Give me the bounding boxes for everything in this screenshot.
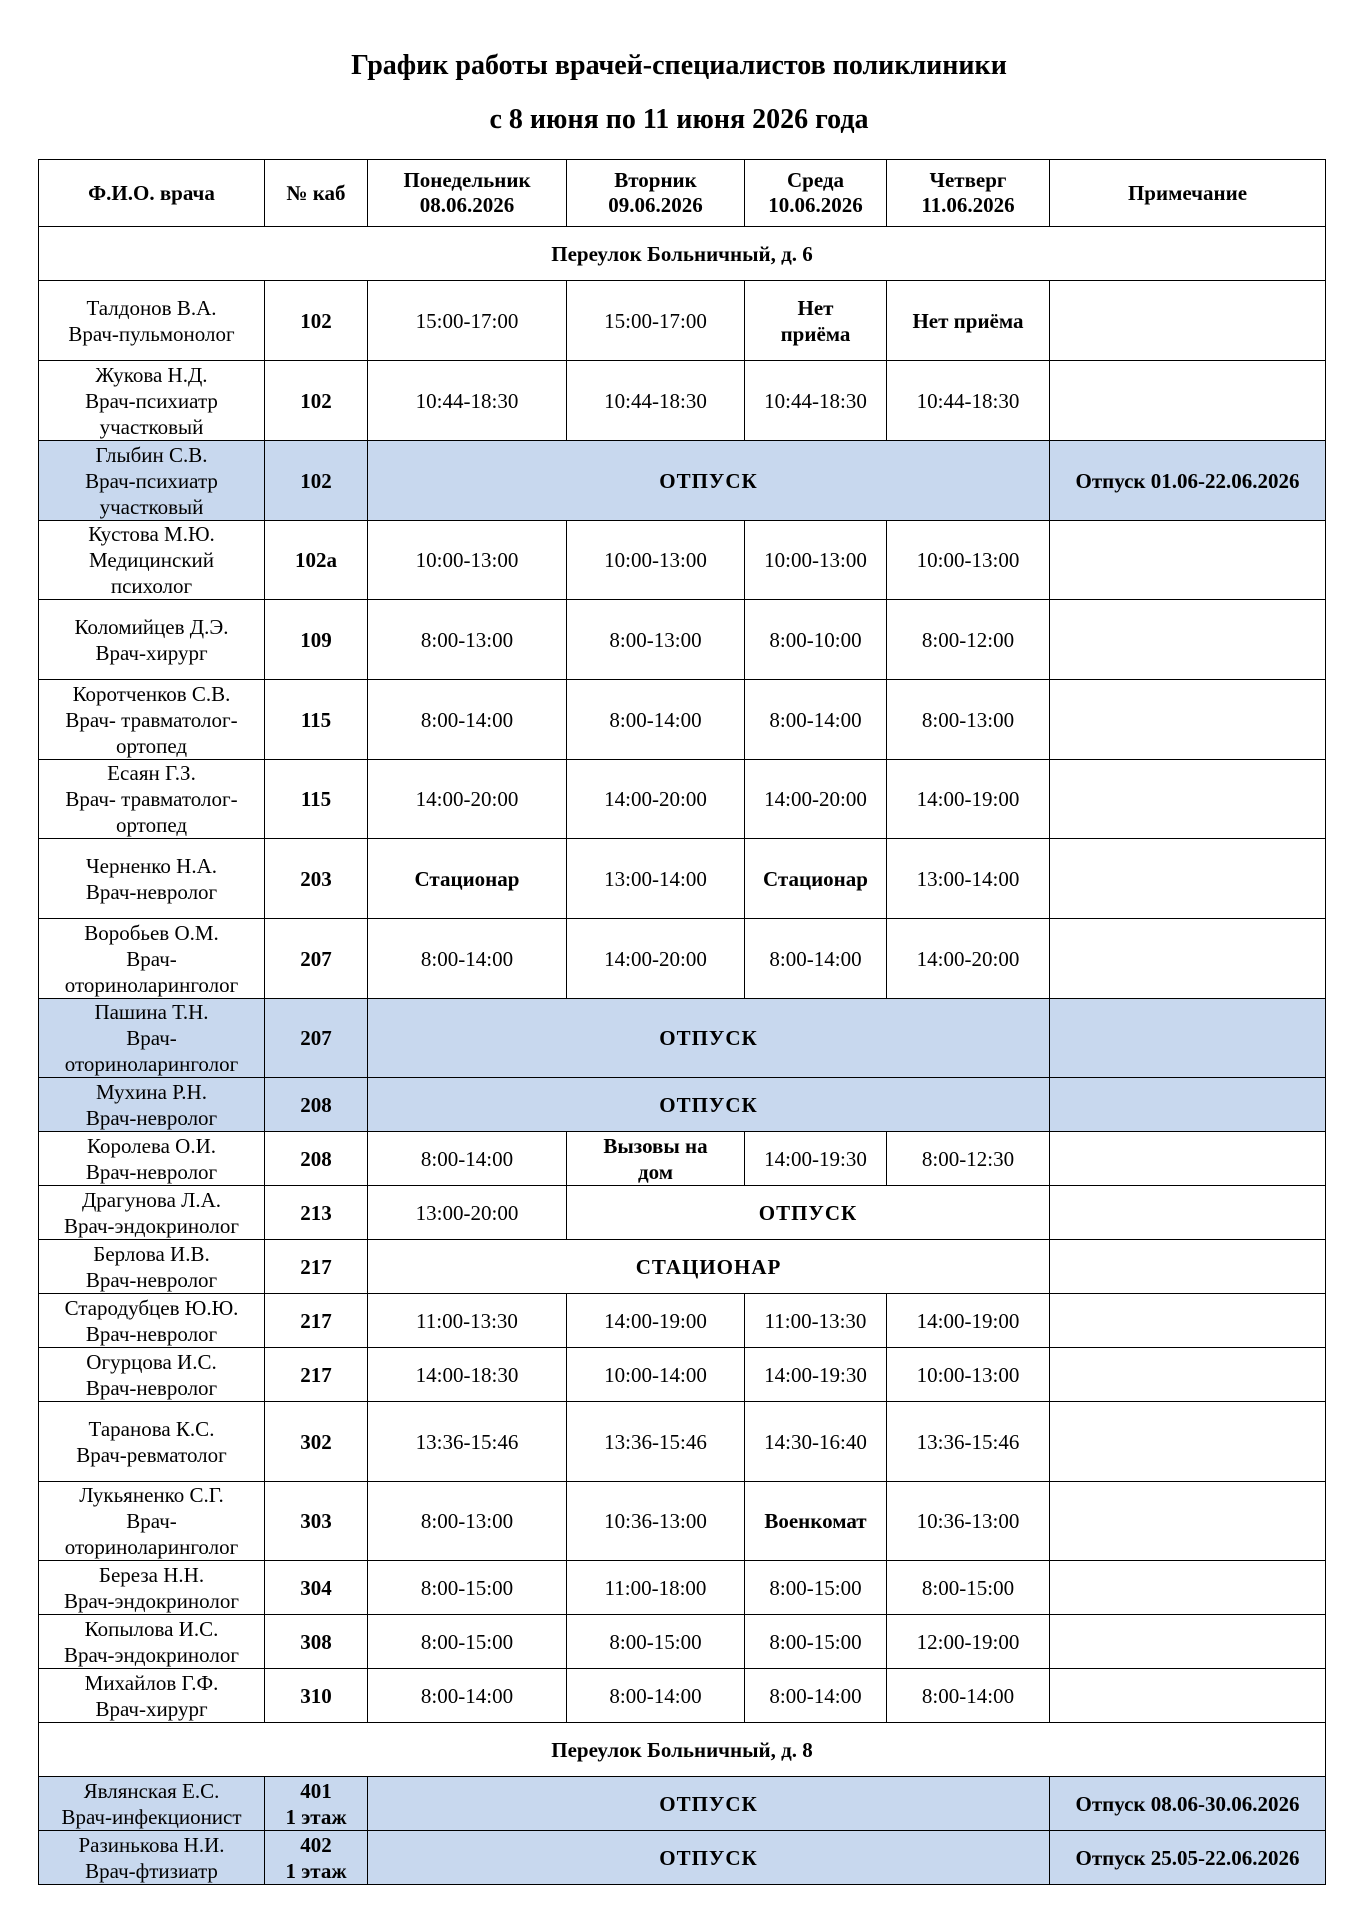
thursday-cell: 12:00-19:00 xyxy=(887,1615,1050,1669)
note-cell xyxy=(1050,521,1326,600)
room-number-cell: 217 xyxy=(265,1240,368,1294)
status-merged-cell: СТАЦИОНАР xyxy=(368,1240,1050,1294)
thursday-cell: 10:36-13:00 xyxy=(887,1482,1050,1561)
doctor-name-cell: Мухина Р.Н. Врач-невролог xyxy=(39,1078,265,1132)
page-title: График работы врачей-специалистов поликлиники xyxy=(351,50,1007,81)
note-cell xyxy=(1050,1615,1326,1669)
room-number-cell: 217 xyxy=(265,1294,368,1348)
tuesday-cell: 13:00-14:00 xyxy=(567,839,745,919)
room-number-cell: 102а xyxy=(265,521,368,600)
monday-cell: 8:00-14:00 xyxy=(368,919,567,999)
tuesday-cell: 10:00-14:00 xyxy=(567,1348,745,1402)
table-row xyxy=(39,839,1326,919)
tuesday-cell: 10:00-13:00 xyxy=(567,521,745,600)
room-number-cell: 310 xyxy=(265,1669,368,1723)
doctor-name-cell: Береза Н.Н. Врач-эндокринолог xyxy=(39,1561,265,1615)
wednesday-cell: 8:00-14:00 xyxy=(745,1669,887,1723)
wednesday-cell: Стационар xyxy=(745,839,887,919)
monday-cell: 8:00-14:00 xyxy=(368,1132,567,1186)
wednesday-cell: 14:30-16:40 xyxy=(745,1402,887,1482)
note-cell: Отпуск 01.06-22.06.2026 xyxy=(1050,441,1326,521)
doctor-name-cell: Драгунова Л.А. Врач-эндокринолог xyxy=(39,1186,265,1240)
note-cell xyxy=(1050,600,1326,680)
thursday-cell: 8:00-12:00 xyxy=(887,600,1050,680)
wednesday-cell: 14:00-19:30 xyxy=(745,1348,887,1402)
note-cell xyxy=(1050,919,1326,999)
section-address: Переулок Больничный, д. 8 xyxy=(39,1723,1326,1777)
tuesday-cell: 8:00-15:00 xyxy=(567,1615,745,1669)
tuesday-cell: 8:00-13:00 xyxy=(567,600,745,680)
tuesday-cell: 15:00-17:00 xyxy=(567,281,745,361)
wednesday-cell: 8:00-15:00 xyxy=(745,1561,887,1615)
tuesday-cell: Вызовы на дом xyxy=(567,1132,745,1186)
doctor-name-cell: Стародубцев Ю.Ю. Врач-невролог xyxy=(39,1294,265,1348)
tuesday-cell: 8:00-14:00 xyxy=(567,1669,745,1723)
doctor-name-cell: Коротченков С.В. Врач- травматолог- ортопед xyxy=(39,680,265,760)
note-cell xyxy=(1050,361,1326,441)
wednesday-cell: 14:00-20:00 xyxy=(745,760,887,839)
monday-cell: 14:00-18:30 xyxy=(368,1348,567,1402)
table-row xyxy=(39,760,1326,839)
note-cell xyxy=(1050,999,1326,1078)
table-row xyxy=(39,919,1326,999)
tuesday-cell: 14:00-20:00 xyxy=(567,760,745,839)
doctor-name-cell: Берлова И.В. Врач-невролог xyxy=(39,1240,265,1294)
header-tuesday: Вторник 09.06.2026 xyxy=(567,160,745,227)
table-row xyxy=(39,600,1326,680)
room-number-cell: 303 xyxy=(265,1482,368,1561)
room-number-cell: 304 xyxy=(265,1561,368,1615)
room-number-cell: 102 xyxy=(265,441,368,521)
thursday-cell: 14:00-19:00 xyxy=(887,760,1050,839)
monday-cell: 13:00-20:00 xyxy=(368,1186,567,1240)
room-number-cell: 115 xyxy=(265,680,368,760)
table-row xyxy=(39,441,1326,521)
doctor-name-cell: Копылова И.С. Врач-эндокринолог xyxy=(39,1615,265,1669)
table-row xyxy=(39,1294,1326,1348)
doctor-name-cell: Черненко Н.А. Врач-невролог xyxy=(39,839,265,919)
doctor-name-cell: Коломийцев Д.Э. Врач-хирург xyxy=(39,600,265,680)
header-name: Ф.И.О. врача xyxy=(39,160,265,227)
status-merged-cell: ОТПУСК xyxy=(368,1777,1050,1831)
table-row xyxy=(39,999,1326,1078)
header-thursday: Четверг 11.06.2026 xyxy=(887,160,1050,227)
doctor-name-cell: Таранова К.С. Врач-ревматолог xyxy=(39,1402,265,1482)
table-row xyxy=(39,1669,1326,1723)
schedule-table xyxy=(38,159,1326,1885)
header-wednesday: Среда 10.06.2026 xyxy=(745,160,887,227)
status-merged-cell: ОТПУСК xyxy=(368,1078,1050,1132)
room-number-cell: 207 xyxy=(265,999,368,1078)
monday-cell: Стационар xyxy=(368,839,567,919)
section-row xyxy=(39,1723,1326,1777)
thursday-cell: 14:00-20:00 xyxy=(887,919,1050,999)
monday-cell: 8:00-13:00 xyxy=(368,600,567,680)
tuesday-cell: 13:36-15:46 xyxy=(567,1402,745,1482)
monday-cell: 13:36-15:46 xyxy=(368,1402,567,1482)
table-row xyxy=(39,1561,1326,1615)
monday-cell: 8:00-14:00 xyxy=(368,1669,567,1723)
note-cell xyxy=(1050,1078,1326,1132)
monday-cell: 11:00-13:30 xyxy=(368,1294,567,1348)
wednesday-cell: Военкомат xyxy=(745,1482,887,1561)
table-row xyxy=(39,521,1326,600)
note-cell xyxy=(1050,839,1326,919)
room-number-cell: 402 1 этаж xyxy=(265,1831,368,1885)
room-number-cell: 213 xyxy=(265,1186,368,1240)
table-row xyxy=(39,680,1326,760)
monday-cell: 10:00-13:00 xyxy=(368,521,567,600)
table-row xyxy=(39,1186,1326,1240)
monday-cell: 8:00-15:00 xyxy=(368,1615,567,1669)
status-merged-cell: ОТПУСК xyxy=(368,1831,1050,1885)
wednesday-cell: 8:00-14:00 xyxy=(745,680,887,760)
note-cell xyxy=(1050,680,1326,760)
note-cell xyxy=(1050,760,1326,839)
room-number-cell: 302 xyxy=(265,1402,368,1482)
note-cell xyxy=(1050,1186,1326,1240)
wednesday-cell: 11:00-13:30 xyxy=(745,1294,887,1348)
doctor-name-cell: Огурцова И.С. Врач-невролог xyxy=(39,1348,265,1402)
table-row xyxy=(39,1402,1326,1482)
note-cell xyxy=(1050,1294,1326,1348)
table-row xyxy=(39,361,1326,441)
doctor-name-cell: Жукова Н.Д. Врач-психиатр участковый xyxy=(39,361,265,441)
thursday-cell: 14:00-19:00 xyxy=(887,1294,1050,1348)
room-number-cell: 208 xyxy=(265,1132,368,1186)
header-monday: Понедельник 08.06.2026 xyxy=(368,160,567,227)
room-number-cell: 208 xyxy=(265,1078,368,1132)
thursday-cell: 10:00-13:00 xyxy=(887,521,1050,600)
wednesday-cell: 8:00-10:00 xyxy=(745,600,887,680)
thursday-cell: 13:00-14:00 xyxy=(887,839,1050,919)
tuesday-cell: 10:44-18:30 xyxy=(567,361,745,441)
monday-cell: 8:00-15:00 xyxy=(368,1561,567,1615)
room-number-cell: 203 xyxy=(265,839,368,919)
header-note: Примечание xyxy=(1050,160,1326,227)
room-number-cell: 217 xyxy=(265,1348,368,1402)
doctor-name-cell: Талдонов В.А. Врач-пульмонолог xyxy=(39,281,265,361)
wednesday-cell: Нет приёма xyxy=(745,281,887,361)
room-number-cell: 401 1 этаж xyxy=(265,1777,368,1831)
thursday-cell: 8:00-12:30 xyxy=(887,1132,1050,1186)
monday-cell: 14:00-20:00 xyxy=(368,760,567,839)
wednesday-cell: 14:00-19:30 xyxy=(745,1132,887,1186)
note-cell xyxy=(1050,1669,1326,1723)
table-row xyxy=(39,1482,1326,1561)
room-number-cell: 109 xyxy=(265,600,368,680)
room-number-cell: 102 xyxy=(265,281,368,361)
note-cell xyxy=(1050,1348,1326,1402)
table-row xyxy=(39,1348,1326,1402)
wednesday-cell: 8:00-15:00 xyxy=(745,1615,887,1669)
tuesday-cell: 8:00-14:00 xyxy=(567,680,745,760)
note-cell xyxy=(1050,281,1326,361)
monday-cell: 8:00-13:00 xyxy=(368,1482,567,1561)
thursday-cell: 13:36-15:46 xyxy=(887,1402,1050,1482)
wednesday-cell: 10:44-18:30 xyxy=(745,361,887,441)
page-subtitle: с 8 июня по 11 июня 2026 года xyxy=(489,104,869,135)
table-row xyxy=(39,1831,1326,1885)
doctor-name-cell: Воробьев О.М. Врач- оториноларинголог xyxy=(39,919,265,999)
thursday-cell: 8:00-13:00 xyxy=(887,680,1050,760)
doctor-name-cell: Лукьяненко С.Г. Врач- оториноларинголог xyxy=(39,1482,265,1561)
tuesday-cell: 14:00-20:00 xyxy=(567,919,745,999)
tuesday-cell: 10:36-13:00 xyxy=(567,1482,745,1561)
note-cell xyxy=(1050,1561,1326,1615)
monday-cell: 8:00-14:00 xyxy=(368,680,567,760)
monday-cell: 10:44-18:30 xyxy=(368,361,567,441)
section-row xyxy=(39,227,1326,281)
doctor-name-cell: Глыбин С.В. Врач-психиатр участковый xyxy=(39,441,265,521)
tuesday-cell: 14:00-19:00 xyxy=(567,1294,745,1348)
doctor-name-cell: Королева О.И. Врач-невролог xyxy=(39,1132,265,1186)
note-cell xyxy=(1050,1402,1326,1482)
header-room: № каб xyxy=(265,160,368,227)
note-cell xyxy=(1050,1240,1326,1294)
wednesday-cell: 8:00-14:00 xyxy=(745,919,887,999)
monday-cell: 15:00-17:00 xyxy=(368,281,567,361)
section-address: Переулок Больничный, д. 6 xyxy=(39,227,1326,281)
room-number-cell: 308 xyxy=(265,1615,368,1669)
room-number-cell: 102 xyxy=(265,361,368,441)
table-row xyxy=(39,1777,1326,1831)
thursday-cell: 8:00-15:00 xyxy=(887,1561,1050,1615)
table-row xyxy=(39,1240,1326,1294)
doctor-name-cell: Есаян Г.З. Врач- травматолог- ортопед xyxy=(39,760,265,839)
tuesday-cell: 11:00-18:00 xyxy=(567,1561,745,1615)
doctor-name-cell: Михайлов Г.Ф. Врач-хирург xyxy=(39,1669,265,1723)
doctor-name-cell: Кустова М.Ю. Медицинский психолог xyxy=(39,521,265,600)
note-cell xyxy=(1050,1482,1326,1561)
doctor-name-cell: Пашина Т.Н. Врач- оториноларинголог xyxy=(39,999,265,1078)
table-row xyxy=(39,1615,1326,1669)
doctor-name-cell: Являнская Е.С. Врач-инфекционист xyxy=(39,1777,265,1831)
status-merged-cell: ОТПУСК xyxy=(567,1186,1050,1240)
table-row xyxy=(39,281,1326,361)
table-row xyxy=(39,1078,1326,1132)
doctor-name-cell: Разинькова Н.И. Врач-фтизиатр xyxy=(39,1831,265,1885)
status-merged-cell: ОТПУСК xyxy=(368,441,1050,521)
thursday-cell: 8:00-14:00 xyxy=(887,1669,1050,1723)
room-number-cell: 207 xyxy=(265,919,368,999)
wednesday-cell: 10:00-13:00 xyxy=(745,521,887,600)
thursday-cell: Нет приёма xyxy=(887,281,1050,361)
room-number-cell: 115 xyxy=(265,760,368,839)
status-merged-cell: ОТПУСК xyxy=(368,999,1050,1078)
thursday-cell: 10:00-13:00 xyxy=(887,1348,1050,1402)
note-cell xyxy=(1050,1132,1326,1186)
note-cell: Отпуск 25.05-22.06.2026 xyxy=(1050,1831,1326,1885)
note-cell: Отпуск 08.06-30.06.2026 xyxy=(1050,1777,1326,1831)
header-row xyxy=(39,160,1326,227)
thursday-cell: 10:44-18:30 xyxy=(887,361,1050,441)
table-row xyxy=(39,1132,1326,1186)
